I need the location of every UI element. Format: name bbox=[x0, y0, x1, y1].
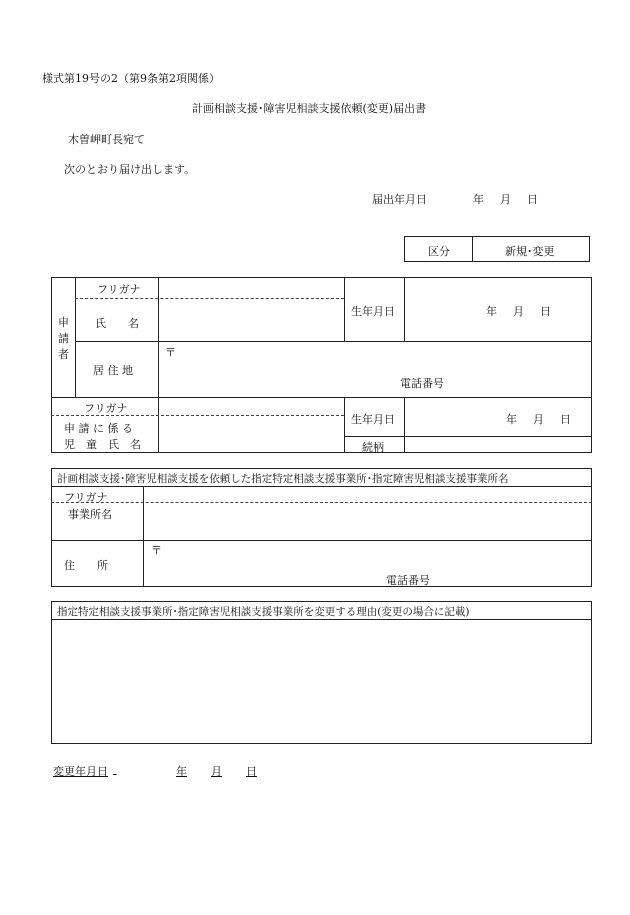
applicant-birth-year-unit: 年 bbox=[486, 305, 497, 318]
applicant-phone-label: 電話番号 bbox=[400, 377, 444, 390]
child-birth-divider-left bbox=[344, 397, 345, 453]
applicant-group-divider bbox=[75, 277, 76, 397]
applicant-birth-label: 生年月日 bbox=[351, 305, 395, 318]
office-name-input[interactable] bbox=[145, 504, 590, 539]
change-date-label: 変更年月日 bbox=[53, 765, 108, 778]
child-name-label-line1: 申 請 に 係 る bbox=[64, 422, 133, 435]
child-birth-year-unit: 年 bbox=[506, 413, 517, 426]
office-header-line bbox=[51, 486, 592, 487]
submission-day-unit: 日 bbox=[527, 193, 538, 206]
category-value[interactable]: 新規･変更 bbox=[505, 245, 555, 258]
office-name-bottom-line bbox=[51, 540, 592, 541]
intro-text: 次のとおり届け出します。 bbox=[64, 163, 196, 176]
applicant-birth-month-unit: 月 bbox=[513, 305, 524, 318]
category-label: 区分 bbox=[428, 245, 450, 258]
applicant-furigana-label: フリガナ bbox=[97, 283, 141, 296]
change-month-unit: 月 bbox=[211, 765, 222, 778]
office-postal-mark: 〒 bbox=[151, 544, 162, 557]
form-number: 様式第19号の2（第9条第2項関係） bbox=[42, 72, 220, 85]
applicant-birth-day-unit: 日 bbox=[540, 305, 551, 318]
child-furigana-label: フリガナ bbox=[84, 402, 128, 415]
applicant-group-label: 申請者 bbox=[58, 316, 69, 361]
office-furigana-line bbox=[51, 502, 592, 503]
change-date-field[interactable] bbox=[113, 758, 173, 778]
submission-date-field[interactable] bbox=[436, 186, 466, 206]
submission-date-label: 届出年月日 bbox=[372, 193, 427, 206]
office-furigana-label: フリガナ bbox=[64, 491, 108, 504]
child-relation-label: 続柄 bbox=[362, 441, 384, 454]
applicant-postal-mark: 〒 bbox=[165, 346, 176, 359]
applicant-furigana-input[interactable] bbox=[160, 279, 342, 297]
child-furigana-input[interactable] bbox=[160, 399, 342, 414]
child-birth-divider-right bbox=[404, 397, 405, 453]
submission-month-unit: 月 bbox=[500, 193, 511, 206]
applicant-birth-divider-right bbox=[404, 277, 405, 341]
applicant-name-label: 氏 名 bbox=[95, 317, 139, 330]
change-year-unit: 年 bbox=[176, 765, 187, 778]
office-furigana-input[interactable] bbox=[145, 488, 590, 501]
child-name-label-line2: 児 童 氏 名 bbox=[64, 438, 141, 451]
office-phone-label: 電話番号 bbox=[386, 574, 430, 587]
label-column-divider bbox=[158, 277, 159, 453]
reason-header-line bbox=[51, 619, 592, 620]
reason-input[interactable] bbox=[53, 621, 590, 742]
office-address-input[interactable] bbox=[145, 542, 590, 585]
addressee: 木曽岬町長宛て bbox=[68, 133, 145, 146]
category-divider bbox=[472, 236, 473, 262]
office-address-label: 住 所 bbox=[64, 559, 108, 572]
office-header: 計画相談支援･障害児相談支援を依頼した指定特定相談支援事業所･指定障害児相談支援事業所名 bbox=[57, 473, 509, 485]
child-birth-month-unit: 月 bbox=[533, 413, 544, 426]
office-name-label: 事業所名 bbox=[68, 508, 112, 521]
child-relation-line bbox=[344, 436, 592, 437]
child-birth-day-unit: 日 bbox=[560, 413, 571, 426]
applicant-furigana-line bbox=[75, 298, 344, 299]
applicant-name-input[interactable] bbox=[160, 300, 342, 340]
child-relation-input[interactable] bbox=[406, 438, 590, 452]
applicant-address-label: 居 住 地 bbox=[93, 364, 133, 377]
applicant-birth-input[interactable] bbox=[406, 279, 590, 339]
child-section-top-line bbox=[51, 397, 592, 398]
submission-year-unit: 年 bbox=[473, 193, 484, 206]
child-birth-label: 生年月日 bbox=[351, 413, 395, 426]
child-name-input[interactable] bbox=[160, 417, 342, 452]
reason-header: 指定特定相談支援事業所･指定障害児相談支援事業所を変更する理由(変更の場合に記載) bbox=[57, 606, 470, 618]
form-title: 計画相談支援･障害児相談支援依頼(変更)届出書 bbox=[192, 102, 427, 115]
applicant-birth-divider-left bbox=[344, 277, 345, 341]
change-day-unit: 日 bbox=[246, 765, 257, 778]
applicant-name-bottom-line bbox=[75, 341, 592, 342]
applicant-address-input[interactable] bbox=[160, 343, 590, 396]
